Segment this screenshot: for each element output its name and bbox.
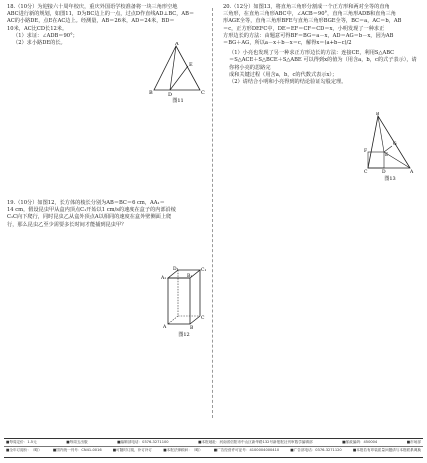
q19-line: 19.（10分）如图12，长方体的棱长分别为AB＝BC＝6 cm，AA₁＝	[7, 200, 165, 206]
footer-item: ■全年订阅价：（略）	[6, 448, 42, 452]
label-d1: D₁	[173, 267, 179, 272]
right-column	[223, 0, 420, 86]
question-19	[7, 200, 204, 229]
question-18	[7, 4, 204, 47]
footer-item: ■广告部电话：0376-3271120	[290, 448, 342, 452]
triangle-abc	[154, 46, 200, 90]
label-e: E	[385, 153, 389, 158]
q18-line: 10米，AC比CD长12米。	[7, 25, 68, 32]
label-b1: B₁	[187, 274, 193, 279]
label-c: C	[201, 316, 205, 321]
figure-11-caption: 图11	[172, 98, 184, 104]
label-g: G	[393, 142, 397, 147]
label-d: D	[382, 170, 386, 175]
q20-line: ＝BG＋AG，所以a－x＋b－x＝c，解得x＝(a+b−c)/2	[223, 40, 352, 47]
q18-line: ABC进行新的规划，如图11，D为BC边上的一点，过点D作直线AD⊥BC，AB＝	[7, 11, 195, 18]
cuboid-bottom-edge	[190, 316, 200, 324]
figure-11-triangle	[148, 42, 208, 104]
q20-line: 形AGE全等，直角三角形BFE与直角三角形BGE全等，BC＝a，AC＝b，AB	[223, 18, 402, 25]
footer-item: ■每周五出版	[66, 440, 88, 444]
figure-12-caption: 图12	[178, 332, 190, 338]
q18-part-2: （2）求小路DE的长。	[13, 40, 66, 47]
footer-item: ■编辑部电话：0376-3271100	[117, 440, 169, 444]
label-a: A	[163, 325, 167, 330]
q20-part-2: （2）请结合小明和小亮得到的结论验证勾股定理。	[229, 79, 347, 86]
publication-footer	[4, 438, 423, 458]
label-a1: A₁	[161, 276, 167, 281]
q18-part-1: （1）求证：∠ADB＝90°；	[13, 32, 78, 39]
figure-13-caption: 图13	[384, 176, 396, 182]
q20-line: 方形边长的方法：由题意可得BF＝BG＝a－x，AD＝AG＝b－x，因为AB	[223, 32, 394, 39]
label-f: F	[364, 149, 368, 154]
segment-eg	[384, 146, 392, 152]
q19-line: C₁C向下爬行，同时昆虫乙从盒外顶点A以相同的速度在盒外壁侧面上爬	[7, 214, 172, 221]
triangle-abc	[368, 116, 410, 168]
label-a: A	[175, 42, 179, 47]
label-c: C	[201, 90, 205, 96]
q20-part-1-cont: 成和关键过程（用含a，b，c的代数式表示x）；	[229, 71, 338, 78]
footer-item: ■市场部	[406, 440, 421, 444]
left-column	[7, 0, 204, 228]
q20-line: 三角形，在直角三角形ABC中，∠ACB＝90°，直角三角形ADB和直角三角	[223, 11, 396, 18]
q20-part-1: （1）小亮也发现了另一种求正方形边长的方法：连接CE，利用S△ABC	[229, 50, 395, 57]
q20-line: 20.（12分）如图13，将直角三角形分割成一个正方形和两对全等的直角	[223, 4, 390, 10]
figure-13-triangle	[364, 112, 416, 182]
column-divider	[212, 8, 213, 418]
cuboid-front-face	[168, 278, 190, 324]
footer-item: ■每周定价：1.5元	[6, 440, 37, 444]
label-c1: C₁	[201, 268, 207, 273]
footer-item: ■本报若有印装质量问题请与本报联系调换	[352, 448, 421, 452]
figure-12-cuboid	[160, 266, 210, 338]
footer-item: ■可随时订阅，补订补订	[112, 448, 153, 452]
footer-item: ■邮政编码：450004	[342, 440, 378, 444]
label-b: B	[149, 90, 153, 96]
label-a: A	[410, 170, 414, 175]
footer-item: ■国内统一刊号：CN41-0016	[52, 448, 102, 452]
footer-row	[4, 439, 423, 446]
q19-line: 14 cm，假设昆虫甲从盒内顶点C₁开始以1 cm/s的速度在盒子的内部沿棱	[7, 207, 176, 214]
label-d: D	[168, 92, 173, 98]
label-c: C	[364, 170, 368, 175]
q18-line: AC的小路DE，点E在AC边上。经测量，AB＝26米，AD＝24米，BD＝	[7, 18, 175, 25]
label-b: B	[190, 326, 194, 331]
cuboid-hidden-edge	[168, 316, 178, 324]
q19-line: 行，那么昆虫乙至少需要多长时间才能捕到昆虫甲？	[7, 221, 127, 228]
label-b: B	[376, 112, 380, 117]
footer-row	[4, 446, 423, 454]
q20-part-1-cont: ＝S△ACE＋S△BCE＋S△ABE 可以得到x的值为（用含a，b，c的式子表示），请你将小亮的思路完	[229, 57, 417, 71]
footer-item: ■本报地址：河南省信阳市中山区新华路132号新报报社刊审数学编辑部	[198, 440, 313, 444]
question-20	[223, 4, 420, 86]
q18-line: 18.（10分）为迎接六十周年校庆，重庆外国语学校准备将一块三角形空地	[7, 4, 178, 10]
q20-line: ＝c，正方形DEFC中，DE＝EF＝CF＝CD＝x，小明发现了一种求正	[223, 25, 385, 32]
footer-item: ■本报法律顾问：（略）	[163, 448, 203, 452]
footer-item: ■广告经营许可证号：4100004000410	[213, 448, 280, 452]
label-e: E	[189, 62, 193, 68]
